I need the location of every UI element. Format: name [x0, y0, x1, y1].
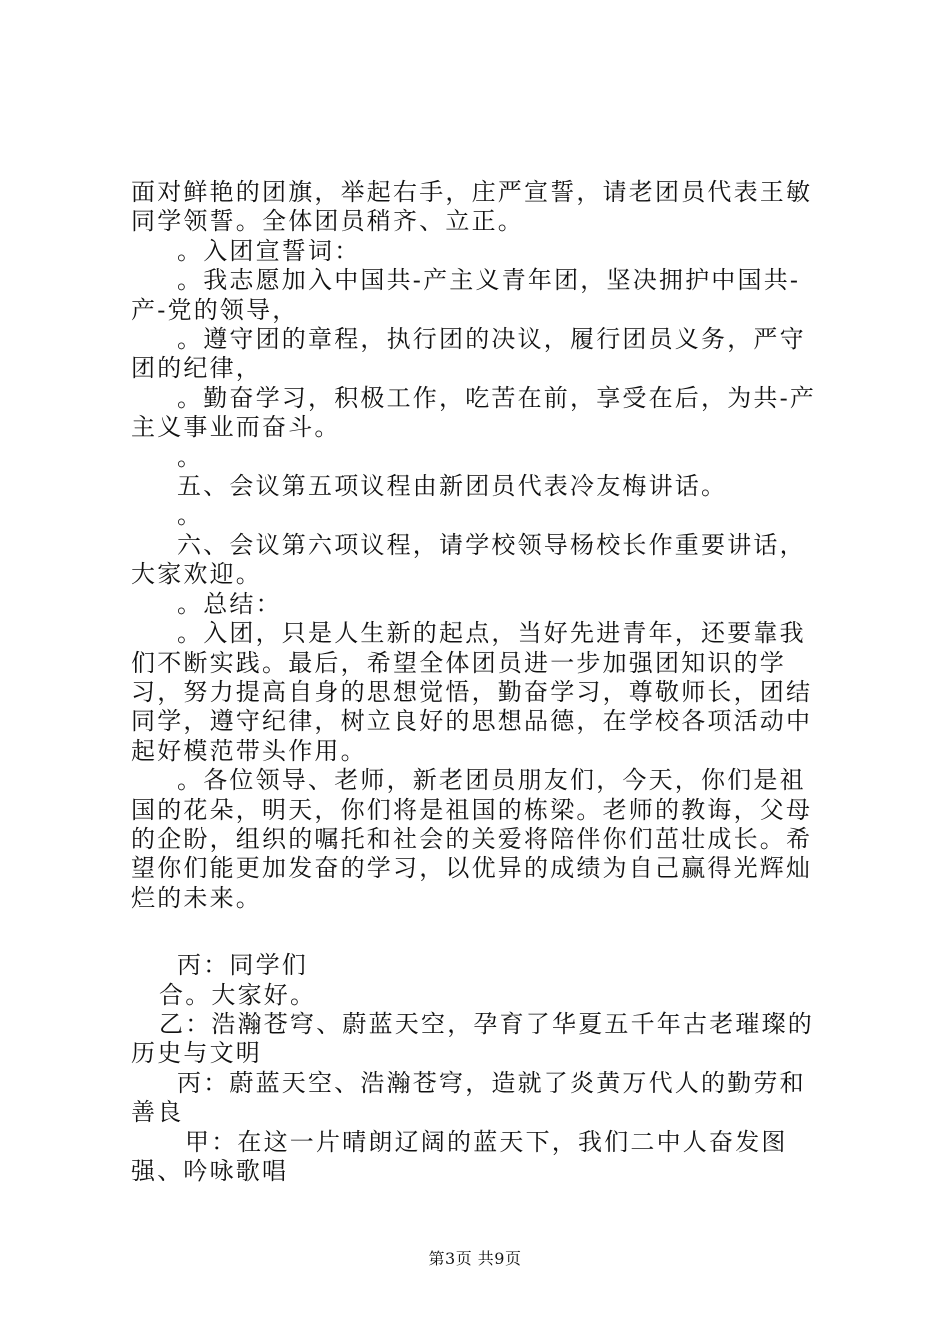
paragraph-agenda-6: 六、会议第六项议程，请学校领导杨校长作重要讲话，大家欢迎。: [131, 530, 806, 589]
paragraph-oath-line-3: 。勤奋学习，积极工作，吃苦在前，享受在后，为共-产主义事业而奋斗。: [131, 383, 817, 442]
paragraph-summary-title: 。总结：: [177, 589, 282, 618]
dialogue-line-bing-2: 丙：蔚蓝天空、浩瀚苍穹，造就了炎黄万代人的勤劳和善良: [131, 1068, 806, 1127]
paragraph-oath-line-2: 。遵守团的章程，执行团的决议，履行团员义务，严守团的纪律，: [131, 325, 806, 383]
paragraph-pledge-intro: 面对鲜艳的团旗，举起右手，庄严宣誓，请老团员代表王敏同学领誓。全体团员稍齐、立正。: [131, 178, 813, 236]
page-number-footer: 第3页 共9页: [428, 1249, 522, 1268]
paragraph-closing: 。各位领导、老师，新老团员朋友们，今天，你们是祖国的花朵，明天，你们将是祖国的栋梁。老师的教诲，父母的企盼，组织的嘱托和社会的关爱将陪伴你们茁壮成长。希望你们能更加发奋的学习，以优异的成绩为自己赢得光辉灿烂的未来。: [131, 766, 813, 912]
paragraph-agenda-5: 五、会议第五项议程由新团员代表冷友梅讲话。: [177, 472, 728, 501]
document-body: [131, 178, 831, 1186]
dialogue-line-he: 合。大家好。: [159, 980, 317, 1009]
paragraph-summary-body: 。入团，只是人生新的起点，当好先进青年，还要靠我们不断实践。最后，希望全体团员进一步加强团知识的学习，努力提高自身的思想觉悟，勤奋学习，尊敬师长，团结同学，遵守纪律，树立良好的思想品德，在学校各项活动中起好模范带头作用。: [131, 619, 813, 765]
dialogue-line-jia: 甲：在这一片晴朗辽阔的蓝天下，我们二中人奋发图强、吟咏歌唱: [131, 1127, 788, 1185]
paragraph-separator-1: 。: [177, 442, 204, 471]
paragraph-separator-2: 。: [177, 501, 204, 530]
paragraph-oath-title: 。入团宣誓词：: [177, 236, 361, 265]
paragraph-oath-line-1: 。我志愿加入中国共-产主义青年团，坚决拥护中国共-产-党的领导，: [131, 266, 801, 324]
dialogue-line-yi: 乙：浩瀚苍穹、蔚蓝天空，孕育了华夏五千年古老璀璨的历史与文明: [131, 1009, 814, 1068]
section-gap: [131, 913, 831, 951]
dialogue-line-bing-1: 丙：同学们: [177, 951, 308, 980]
